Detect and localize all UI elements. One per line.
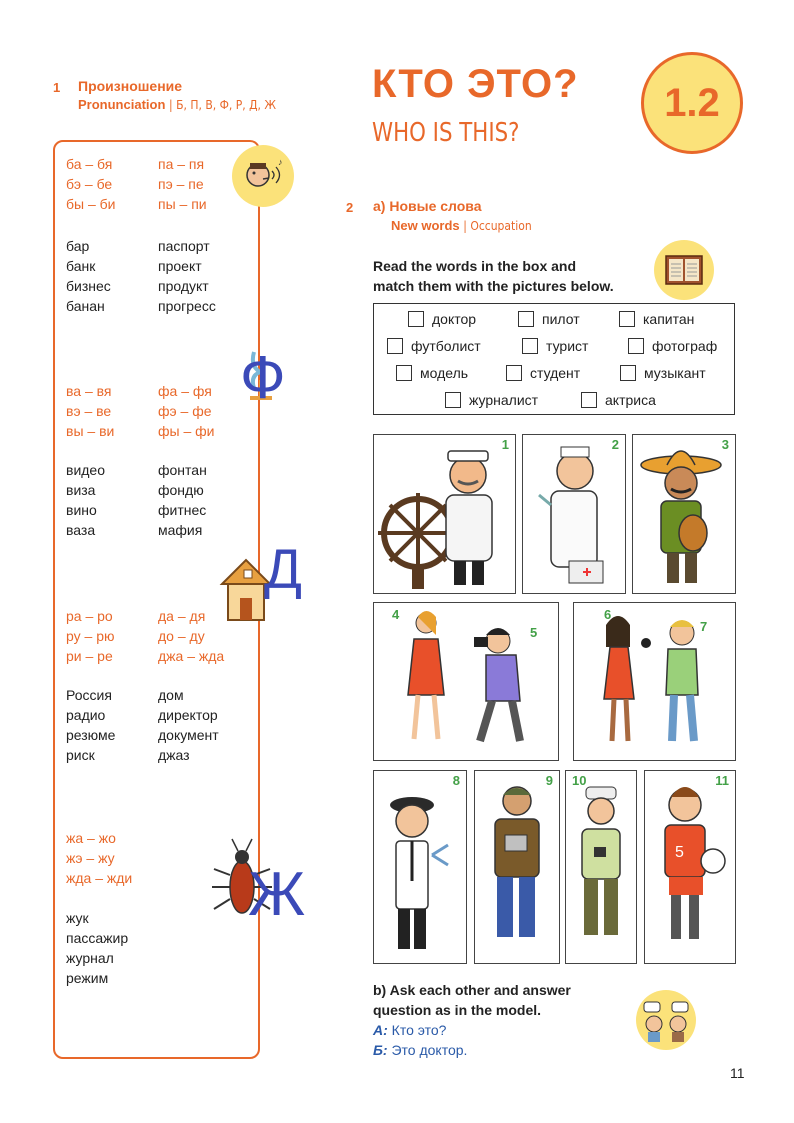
syllable-list-1 <box>66 154 116 214</box>
picture-number: 3 <box>721 437 729 452</box>
page-title: КТО ЭТО? <box>372 62 579 106</box>
syllable: жа – жо <box>66 830 116 846</box>
word-option-footballer[interactable] <box>387 338 481 354</box>
captain-illustration <box>374 435 515 593</box>
section-2a-title: a) Новые слова <box>373 198 482 214</box>
doctor-illustration <box>523 435 625 593</box>
syllable: фа – фя <box>158 383 212 399</box>
word: режим <box>66 970 109 986</box>
syllable: ра – ро <box>66 608 113 624</box>
word-option-label: доктор <box>432 311 477 327</box>
dialog-text: Кто это? <box>391 1022 447 1038</box>
word: паспорт <box>158 238 210 254</box>
word-list-3b <box>158 685 219 765</box>
journalist-footballer-illustration <box>574 603 735 760</box>
dialog-speaker: А: <box>373 1022 388 1038</box>
instruction-line: question as in the model. <box>373 1002 542 1018</box>
dialog-text: Это доктор. <box>391 1042 468 1058</box>
instruction <box>373 256 614 296</box>
syllable: жэ – жу <box>66 850 115 866</box>
word: фитнес <box>158 502 207 518</box>
footballer-illustration <box>645 771 735 963</box>
checkbox[interactable] <box>522 338 538 354</box>
syllable: до – ду <box>158 628 205 644</box>
word: бар <box>66 238 90 254</box>
syllable: да – дя <box>158 608 206 624</box>
word: журнал <box>66 950 114 966</box>
word-list-2 <box>66 460 105 540</box>
section-1-title: Произношение <box>78 78 183 94</box>
word: видео <box>66 462 105 478</box>
syllable-list-2 <box>66 381 114 441</box>
syllable: па – пя <box>158 156 205 172</box>
word-option-label: модель <box>420 365 469 381</box>
word: джаз <box>158 747 190 763</box>
picture-10 <box>565 770 637 964</box>
instruction-line: match them with the pictures below. <box>373 278 614 294</box>
syllable: бэ – бе <box>66 176 113 192</box>
syllable: ба – бя <box>66 156 113 172</box>
word: риск <box>66 747 95 763</box>
checkbox[interactable] <box>628 338 644 354</box>
picture-11 <box>644 770 736 964</box>
word: бизнес <box>66 278 111 294</box>
picture-number: 10 <box>572 773 587 788</box>
word: проект <box>158 258 202 274</box>
dialog-line <box>373 1040 467 1060</box>
pronunciation-icon <box>232 145 294 207</box>
syllable-list-2b <box>158 381 215 441</box>
word: прогресс <box>158 298 216 314</box>
word-option-journalist[interactable] <box>445 392 538 408</box>
picture-number: 9 <box>545 773 553 788</box>
picture-number: 7 <box>700 619 708 634</box>
word-option-model[interactable] <box>396 365 468 381</box>
word-list-1b <box>158 236 216 316</box>
section-2a-subtitle-en: New words <box>391 218 460 233</box>
word-box <box>373 303 735 415</box>
word-option-student[interactable] <box>506 365 580 381</box>
instruction-line: b) Ask each other and answer <box>373 982 571 998</box>
picture-number: 8 <box>452 773 460 788</box>
word: пассажир <box>66 930 129 946</box>
picture-8 <box>373 770 467 964</box>
letter-f: Ф <box>240 344 286 411</box>
syllable-list-3b <box>158 606 224 666</box>
syllable: жда – жди <box>66 870 133 886</box>
word-option-doctor[interactable] <box>408 311 476 327</box>
word-list-1 <box>66 236 111 316</box>
section-1-letters: Б, П, В, Ф, Р, Д, Ж <box>176 98 277 112</box>
word-option-label: музыкант <box>644 365 706 381</box>
musician-illustration <box>633 435 735 593</box>
word-option-label: актриса <box>605 392 656 408</box>
word-option-label: журналист <box>469 392 539 408</box>
word: директор <box>158 707 218 723</box>
syllable: пы – пи <box>158 196 207 212</box>
letter-zh: Ж <box>248 860 306 925</box>
word: банк <box>66 258 96 274</box>
dialog-line <box>373 1020 467 1040</box>
word: жук <box>66 910 89 926</box>
picture-2 <box>522 434 626 594</box>
checkbox[interactable] <box>518 311 534 327</box>
svg-text:5: 5 <box>675 844 684 861</box>
syllable: бы – би <box>66 196 116 212</box>
word-option-captain[interactable] <box>619 311 694 327</box>
word-option-label: футболист <box>411 338 481 354</box>
picture-1 <box>373 434 516 594</box>
checkbox[interactable] <box>620 365 636 381</box>
page-subtitle: WHO IS THIS? <box>372 118 520 148</box>
picture-number: 1 <box>501 437 509 452</box>
dialog-speaker: Б: <box>373 1042 388 1058</box>
word: продукт <box>158 278 209 294</box>
word-option-label: студент <box>530 365 581 381</box>
word-option-label: фотограф <box>652 338 718 354</box>
word: документ <box>158 727 219 743</box>
pilot-illustration <box>374 771 466 963</box>
checkbox[interactable] <box>506 365 522 381</box>
section-1-number: 1 <box>53 80 61 95</box>
word: банан <box>66 298 105 314</box>
letter-d: Д <box>264 537 302 600</box>
picture-6-7 <box>573 602 736 761</box>
syllable: фы – фи <box>158 423 215 439</box>
syllable: ва – вя <box>66 383 112 399</box>
word-list-3 <box>66 685 115 765</box>
word-option-tourist[interactable] <box>522 338 588 354</box>
word-list-2b <box>158 460 207 540</box>
section-2a-topic: Occupation <box>470 219 532 233</box>
word: дом <box>158 687 184 703</box>
syllable: пэ – пе <box>158 176 204 192</box>
word-list-4 <box>66 908 128 988</box>
picture-number: 5 <box>530 625 538 640</box>
section-2a-divider: | <box>463 219 471 233</box>
syllable: ру – рю <box>66 628 115 644</box>
word: виза <box>66 482 96 498</box>
part-b-instruction <box>373 980 571 1020</box>
page-number: 11 <box>730 1065 745 1081</box>
syllable: вы – ви <box>66 423 115 439</box>
syllable: джа – жда <box>158 648 225 664</box>
unit-badge: 1.2 <box>641 52 743 154</box>
checkbox[interactable] <box>396 365 412 381</box>
picture-number: 11 <box>715 773 729 788</box>
word-option-photographer[interactable] <box>628 338 717 354</box>
word-option-label: капитан <box>643 311 695 327</box>
syllable: фэ – фе <box>158 403 212 419</box>
letter-d-graphic <box>218 530 313 625</box>
section-1-divider: | <box>169 98 177 112</box>
checkbox[interactable] <box>387 338 403 354</box>
book-icon <box>654 240 714 300</box>
word-option-actress[interactable] <box>581 392 656 408</box>
picture-3 <box>632 434 736 594</box>
word: фондю <box>158 482 204 498</box>
checkbox[interactable] <box>619 311 635 327</box>
word-option-label: турист <box>546 338 589 354</box>
word: Россия <box>66 687 112 703</box>
syllable: ри – ре <box>66 648 113 664</box>
checkbox[interactable] <box>581 392 597 408</box>
picture-9 <box>474 770 560 964</box>
section-2-number: 2 <box>346 200 354 215</box>
word: вино <box>66 502 97 518</box>
checkbox[interactable] <box>408 311 424 327</box>
section-2a-subtitle <box>391 218 532 233</box>
picture-4-5 <box>373 602 559 761</box>
word: резюме <box>66 727 116 743</box>
svg-text:♪: ♪ <box>278 157 283 167</box>
picture-number: 4 <box>392 607 400 622</box>
section-1-subtitle <box>78 97 276 112</box>
syllable-list-4 <box>66 828 132 888</box>
picture-number: 2 <box>611 437 619 452</box>
word: ваза <box>66 522 96 538</box>
student-illustration <box>475 771 559 963</box>
syllable: вэ – ве <box>66 403 112 419</box>
letter-f-graphic <box>234 340 314 420</box>
word: радио <box>66 707 106 723</box>
tourist-illustration <box>566 771 636 963</box>
picture-number: 6 <box>604 607 612 622</box>
word-option-pilot[interactable] <box>518 311 580 327</box>
syllable-list-3 <box>66 606 114 666</box>
section-1-subtitle-en: Pronunciation <box>78 97 166 112</box>
syllable-list-1b <box>158 154 207 214</box>
checkbox[interactable] <box>445 392 461 408</box>
instruction-line: Read the words in the box and <box>373 258 577 274</box>
word: мафия <box>158 522 203 538</box>
word-option-musician[interactable] <box>620 365 706 381</box>
conversation-icon <box>636 990 696 1050</box>
word-option-label: пилот <box>542 311 580 327</box>
letter-zh-graphic <box>208 835 313 925</box>
word: фонтан <box>158 462 207 478</box>
dialog <box>373 1020 467 1060</box>
